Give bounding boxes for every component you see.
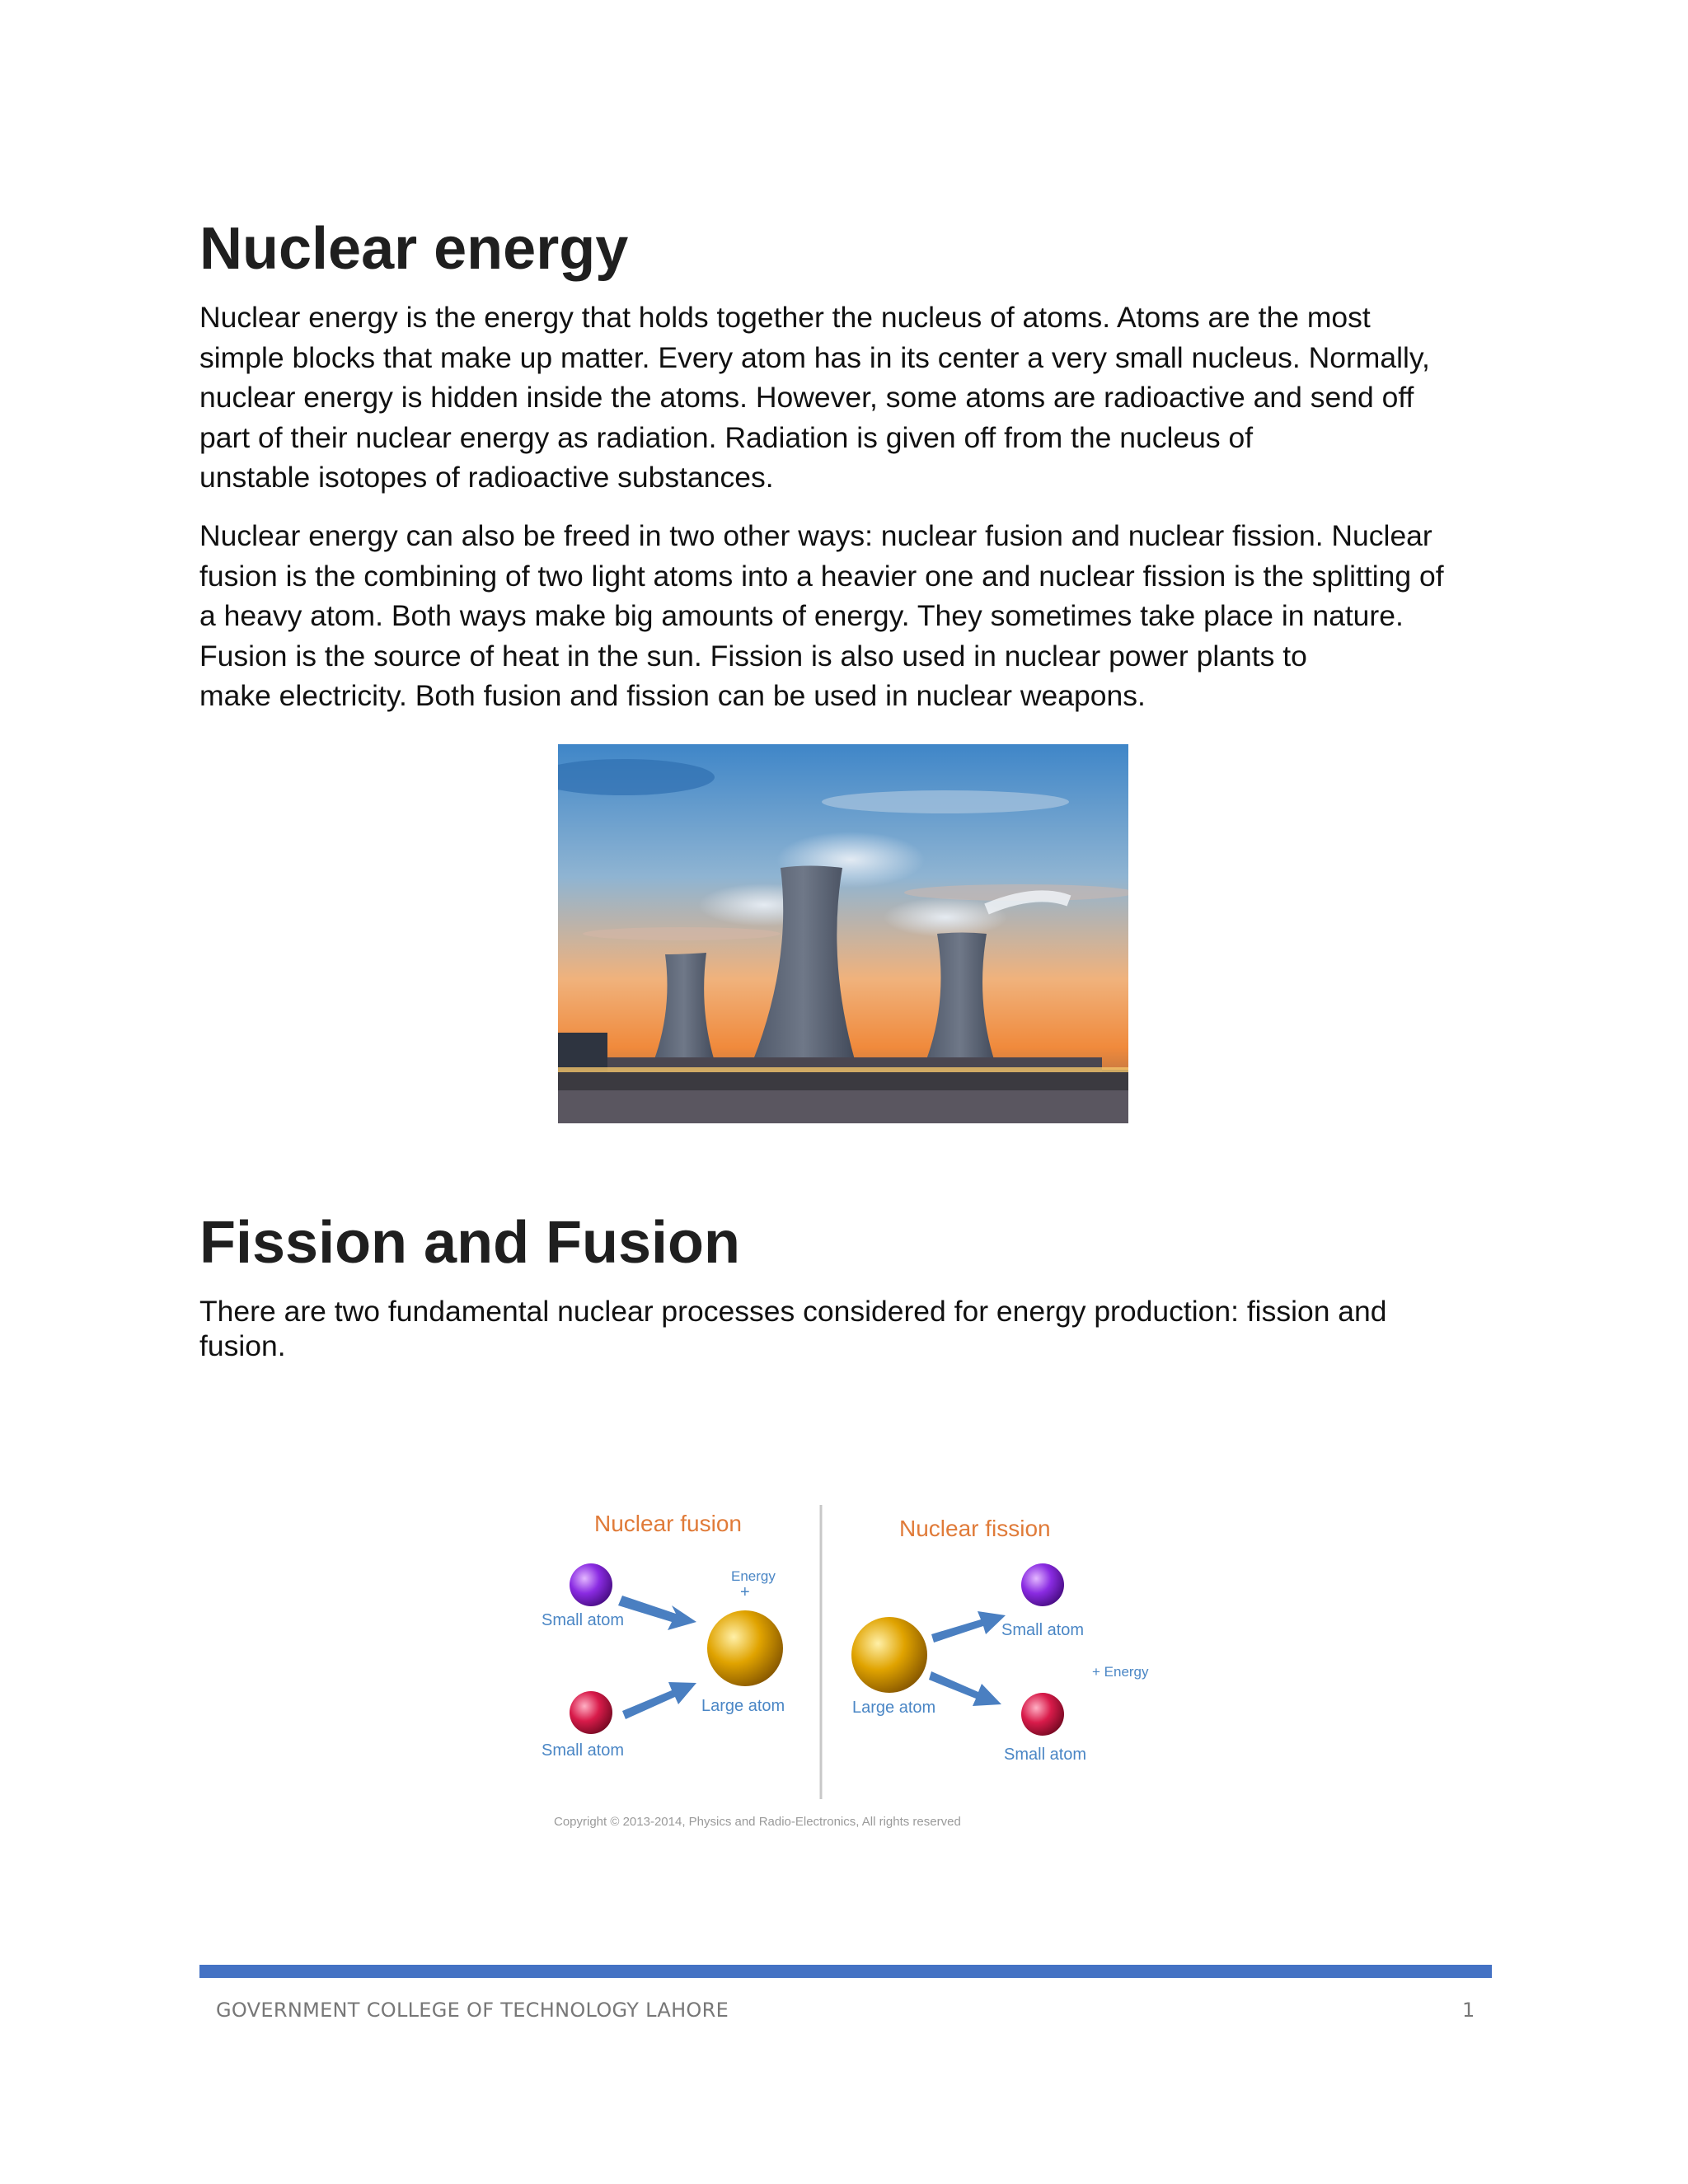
paragraph-line: part of their nuclear energy as radiation. Radiation is given off from the nucleus of [199,420,1254,454]
paragraph-line: fusion. [199,1329,286,1362]
fusion-energy-label: Energy [731,1568,776,1584]
small-atom-purple-icon [570,1563,612,1606]
small-atom-red-icon [570,1691,612,1734]
paragraph-processes [199,1294,1502,1363]
diagram-copyright: Copyright © 2013-2014, Physics and Radio-Electronics, All rights reserved [554,1815,961,1829]
paragraph-line: Fusion is the source of heat in the sun. Fission is also used in nuclear power plants to [199,639,1307,673]
fusion-fission-illustration [540,1490,1166,1853]
paragraph-line: nuclear energy is hidden inside the atoms. However, some atoms are radioactive and send off [199,381,1414,414]
footer-page-number: 1 [1462,1999,1475,2022]
fusion-small-atom-label-1: Small atom [542,1611,625,1629]
fission-large-atom-label: Large atom [852,1699,936,1717]
cooling-towers-photo [558,744,1128,1123]
paragraph-line: Nuclear energy can also be freed in two other ways: nuclear fusion and nuclear fission. Nuclear [199,519,1432,552]
fission-title: Nuclear fission [899,1516,1051,1541]
paragraph-line: a heavy atom. Both ways make big amounts of energy. They sometimes take place in nature. [199,599,1404,632]
cooling-towers-illustration [558,744,1128,1123]
small-atom-red-icon [1021,1693,1064,1736]
fission-energy-label: + Energy [1092,1664,1149,1680]
paragraph-fusion-fission-intro [199,516,1502,716]
fusion-plus-sign: + [740,1583,750,1601]
large-atom-icon [707,1610,783,1686]
footer-organization: GOVERNMENT COLLEGE OF TECHNOLOGY LAHORE [216,1999,729,2022]
paragraph-line: simple blocks that make up matter. Every atom has in its center a very small nucleus. Normally, [199,340,1430,374]
paragraph-line: fusion is the combining of two light atoms into a heavier one and nuclear fission is the splitting of [199,559,1444,593]
section-title-nuclear-energy: Nuclear energy [199,216,629,282]
footer-rule [199,1965,1492,1978]
section-title-fission-and-fusion: Fission and Fusion [199,1210,741,1276]
paragraph-line: There are two fundamental nuclear processes considered for energy production: fission and [199,1295,1387,1328]
fusion-large-atom-label: Large atom [701,1697,785,1715]
fission-small-atom-label-2: Small atom [1004,1746,1087,1764]
fission-small-atom-label-1: Small atom [1001,1621,1085,1639]
paragraph-line: unstable isotopes of radioactive substances. [199,461,774,494]
fusion-small-atom-label-2: Small atom [542,1741,625,1760]
paragraph-nuclear-energy-intro [199,298,1502,498]
large-atom-icon [851,1617,927,1693]
paragraph-line: make electricity. Both fusion and fission can be used in nuclear weapons. [199,679,1146,712]
small-atom-purple-icon [1021,1563,1064,1606]
paragraph-line: Nuclear energy is the energy that holds together the nucleus of atoms. Atoms are the most [199,301,1371,334]
fusion-title: Nuclear fusion [594,1511,742,1536]
fusion-fission-diagram [540,1490,1166,1853]
